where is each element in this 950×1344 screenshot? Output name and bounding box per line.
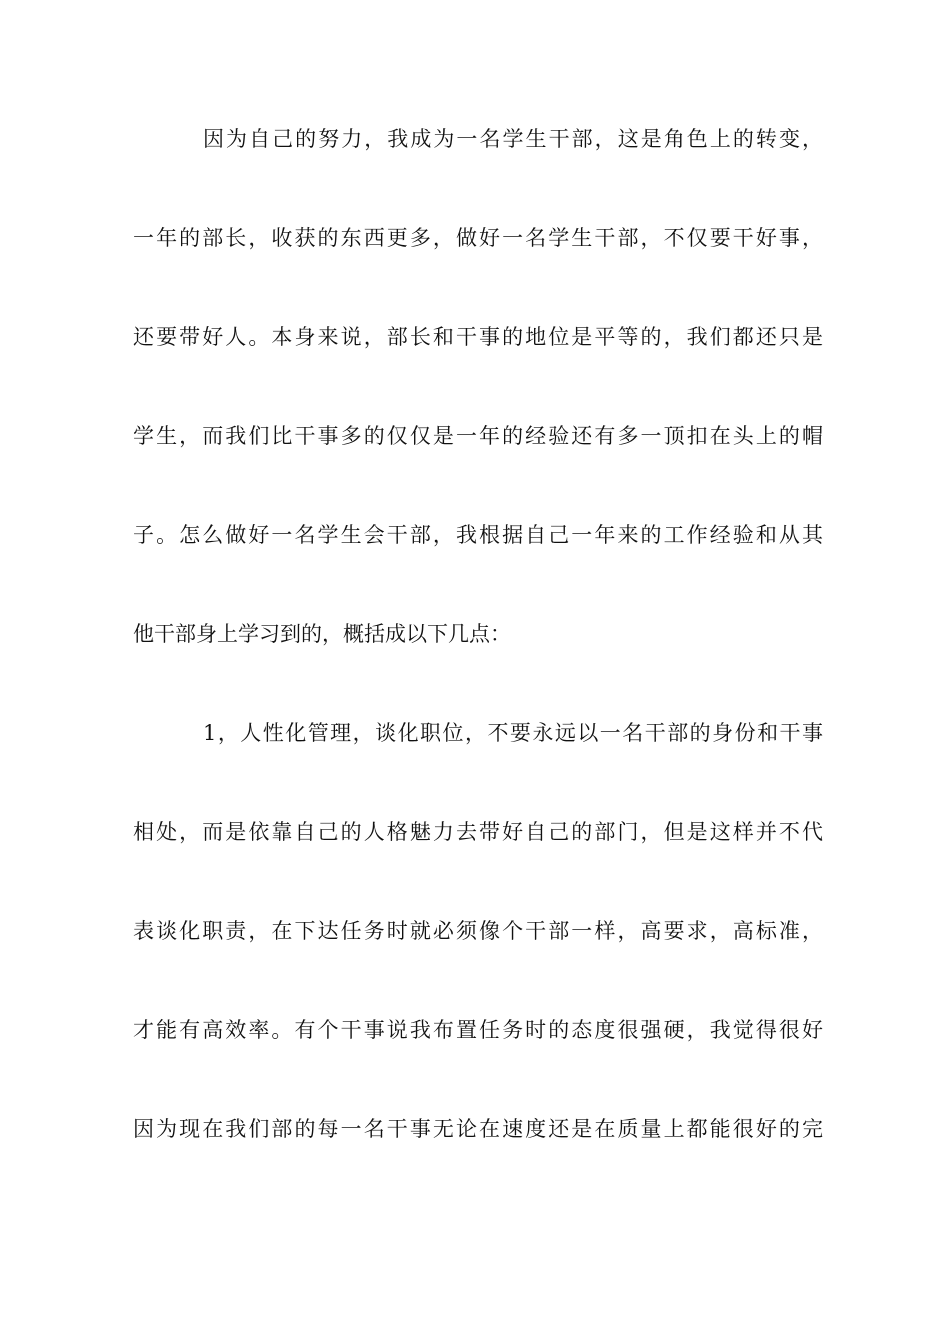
paragraph-1-line-2: 一年的部长，收获的东西更多，做好一名学生干部，不仅要干好事， (133, 226, 823, 250)
paragraph-1-line-3: 还要带好人。本身来说，部长和干事的地位是平等的，我们都还只是 (133, 325, 823, 349)
paragraph-1-line-4: 学生，而我们比干事多的仅仅是一年的经验还有多一顶扣在头上的帽 (133, 424, 823, 448)
paragraph-1-line-5: 子。怎么做好一名学生会干部，我根据自己一年来的工作经验和从其 (133, 523, 823, 547)
paragraph-2-line-3: 表谈化职责，在下达任务时就必须像个干部一样，高要求，高标准， (133, 919, 823, 943)
paragraph-2-line-4: 才能有高效率。有个干事说我布置任务时的态度很强硬，我觉得很好 (133, 1018, 823, 1042)
paragraph-1-line-6: 他干部身上学习到的，概括成以下几点： (133, 622, 511, 646)
paragraph-2-line-2: 相处，而是依靠自己的人格魅力去带好自己的部门，但是这样并不代 (133, 820, 823, 844)
paragraph-2-line-5: 因为现在我们部的每一名干事无论在速度还是在质量上都能很好的完 (133, 1117, 823, 1141)
paragraph-1-line-1: 因为自己的努力，我成为一名学生干部，这是角色上的转变， (203, 127, 823, 151)
paragraph-2-line-1: 1，人性化管理，谈化职位，不要永远以一名干部的身份和干事 (203, 721, 823, 745)
